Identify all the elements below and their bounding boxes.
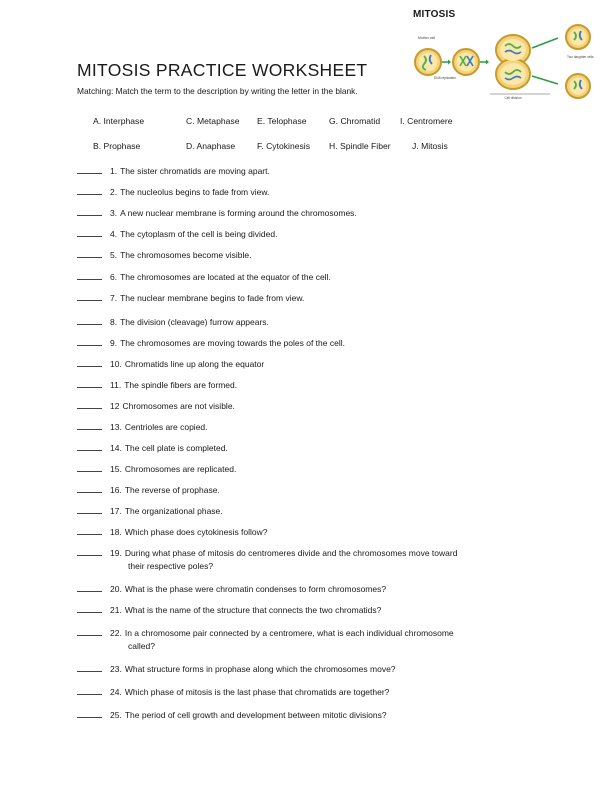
question-24: 24. Which phase of mitosis is the last phase that chromatids are together? — [77, 686, 547, 699]
term-c: C. Metaphase — [186, 116, 240, 126]
diagram-title: MITOSIS — [413, 9, 456, 20]
question-20: 20. What is the phase were chromatin condenses to form chromosomes? — [77, 583, 547, 596]
question-2: 2. The nucleolus begins to fade from view. — [77, 186, 547, 199]
replication-label: DNA replication — [434, 76, 456, 80]
question-13: 13. Centrioles are copied. — [77, 421, 547, 434]
answer-blank[interactable] — [77, 165, 102, 174]
answer-blank[interactable] — [77, 379, 102, 388]
term-a: A. Interphase — [93, 116, 145, 126]
question-1: 1. The sister chromatids are moving apart. — [77, 165, 547, 178]
daughter-cell-bottom-icon — [566, 74, 590, 98]
term-g: G. Chromatid — [329, 116, 381, 126]
answer-blank[interactable] — [77, 604, 102, 613]
answer-blank[interactable] — [77, 627, 102, 636]
question-16: 16. The reverse of prophase. — [77, 484, 547, 497]
answer-blank[interactable] — [77, 421, 102, 430]
question-15: 15. Chromosomes are replicated. — [77, 463, 547, 476]
question-9: 9. The chromosomes are moving towards the poles of the cell. — [77, 337, 547, 350]
daughter-cells-label: Two daughter cells — [567, 55, 594, 59]
mother-cell-label: Mother cell — [418, 36, 436, 40]
question-17: 17. The organizational phase. — [77, 505, 547, 518]
cell-division-label: Cell division — [504, 96, 522, 100]
question-5: 5. The chromosomes become visible. — [77, 249, 547, 262]
question-11: 11. The spindle fibers are formed. — [77, 379, 547, 392]
answer-blank[interactable] — [77, 337, 102, 346]
question-22: 22. In a chromosome pair connected by a centromere, what is each individual chromosome called? — [77, 627, 547, 653]
answer-blank[interactable] — [77, 709, 102, 718]
question-19: 19. During what phase of mitosis do centromeres divide and the chromosomes move toward their respective poles? — [77, 547, 547, 573]
term-f: F. Cytokinesis — [257, 141, 311, 151]
answer-blank[interactable] — [77, 484, 102, 493]
answer-blank[interactable] — [77, 442, 102, 451]
answer-blank[interactable] — [77, 292, 102, 301]
answer-blank[interactable] — [77, 505, 102, 514]
question-23: 23. What structure forms in prophase along which the chromosomes move? — [77, 663, 547, 676]
answer-blank[interactable] — [77, 463, 102, 472]
answer-blank[interactable] — [77, 271, 102, 280]
question-21: 21. What is the name of the structure that connects the two chromatids? — [77, 604, 547, 617]
answer-blank[interactable] — [77, 228, 102, 237]
answer-blank[interactable] — [77, 583, 102, 592]
worksheet-title: MITOSIS PRACTICE WORKSHEET — [77, 60, 368, 80]
term-b: B. Prophase — [93, 141, 141, 151]
mitosis-diagram — [410, 22, 608, 102]
question-3: 3. A new nuclear membrane is forming around the chromosomes. — [77, 207, 547, 220]
question-6: 6. The chromosomes are located at the equator of the cell. — [77, 271, 547, 284]
question-7: 7. The nuclear membrane begins to fade from view. — [77, 292, 547, 305]
question-4: 4. The cytoplasm of the cell is being divided. — [77, 228, 547, 241]
term-e: E. Telophase — [257, 116, 307, 126]
answer-blank[interactable] — [77, 358, 102, 367]
question-25: 25. The period of cell growth and development between mitotic divisions? — [77, 709, 547, 722]
replicated-cell-icon — [453, 49, 479, 75]
answer-blank[interactable] — [77, 547, 102, 556]
answer-blank[interactable] — [77, 526, 102, 535]
dividing-cell-icon — [496, 35, 530, 89]
answer-blank[interactable] — [77, 316, 102, 325]
question-8: 8. The division (cleavage) furrow appears. — [77, 316, 547, 329]
term-d: D. Anaphase — [186, 141, 236, 151]
mother-cell-icon — [415, 49, 441, 75]
question-18: 18. Which phase does cytokinesis follow? — [77, 526, 547, 539]
answer-blank[interactable] — [77, 686, 102, 695]
question-14: 14. The cell plate is completed. — [77, 442, 547, 455]
term-h: H. Spindle Fiber — [329, 141, 391, 151]
answer-blank[interactable] — [77, 249, 102, 258]
term-i: I. Centromere — [400, 116, 453, 126]
instructions: Matching: Match the term to the description by writing the letter in the blank. — [77, 86, 358, 96]
answer-blank[interactable] — [77, 186, 102, 195]
daughter-cell-top-icon — [566, 25, 590, 49]
term-j: J. Mitosis — [412, 141, 448, 151]
answer-blank[interactable] — [77, 400, 102, 409]
question-12: 12 Chromosomes are not visible. — [77, 400, 547, 413]
answer-blank[interactable] — [77, 207, 102, 216]
answer-blank[interactable] — [77, 663, 102, 672]
question-10: 10. Chromatids line up along the equator — [77, 358, 547, 371]
